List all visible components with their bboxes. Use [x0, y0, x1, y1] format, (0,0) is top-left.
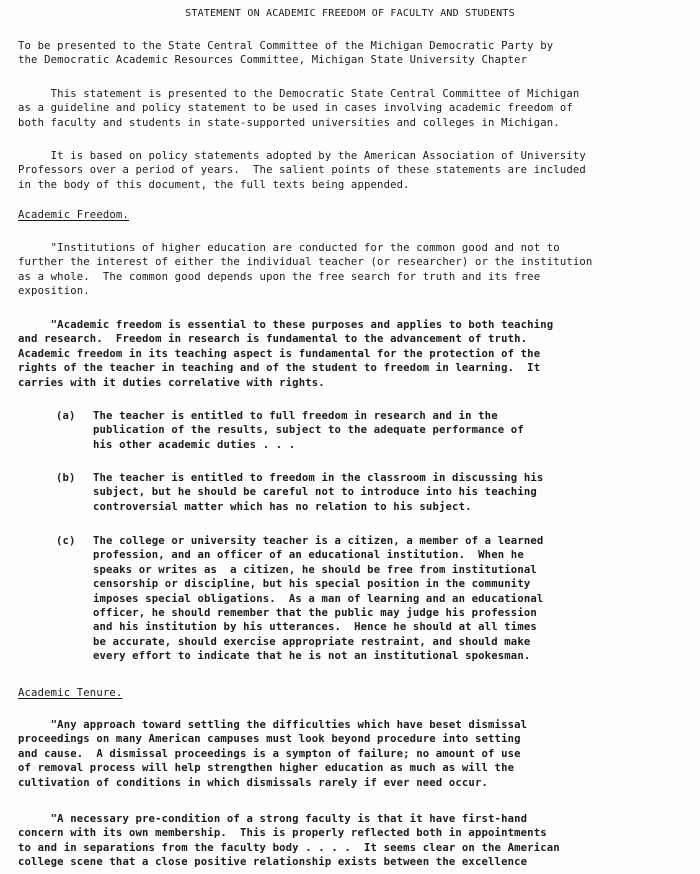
purpose-paragraph: This statement is presented to the Democratic State Central Committee of Michigan as a guideline and policy statement to be used in cases involving academic freedom of both faculty and students in state-supported universities and colleges in Michigan.	[18, 88, 580, 129]
tenure-quote-2: "A necessary pre-condition of a strong faculty is that it have first-hand concern with its own membership. This is properly reflected both in appointments to and in separations from the faculty body . . . . It seems clear on the American college scene that a close positive relationship exists between the excellence	[18, 813, 560, 869]
list-item-text: The college or university teacher is a citizen, a member of a learned profession, and an officer of an educational institution. When he speaks or writes as a citizen, he should be free from institutional censorship or discipline, but his special position in the community imposes special obligations. As a man of learning and an educational officer, he should remember that the public may judge his profession and his institution by his utterances. Hence he should at all times be accurate, should exercise appropriate restraint, and should make every effort to indicate that he is not an institutional spokesman.	[93, 535, 544, 663]
list-item-label: (c)	[56, 535, 76, 547]
list-item-label: (a)	[56, 410, 76, 422]
document-title: STATEMENT ON ACADEMIC FREEDOM OF FACULTY AND STUDENTS	[185, 8, 515, 19]
basis-paragraph: It is based on policy statements adopted by the American Association of University Professors over a period of years. The salient points of these statements are included in the body of this document, the full texts being appended.	[18, 150, 586, 191]
list-item-label: (b)	[56, 472, 76, 484]
freedom-quote-2: "Academic freedom is essential to these purposes and applies to both teaching and research. Freedom in research is fundamental to the advancement of truth. Academic freedom in its teaching aspect is fundamental for the protection of the rights of the teacher in teaching and of the student to freedom in learning. It carries with it duties correlative with rights.	[18, 319, 554, 389]
intro-paragraph: To be presented to the State Central Committee of the Michigan Democratic Party by the Democratic Academic Resources Committee, Michigan State University Chapter	[18, 40, 554, 67]
tenure-quote-1: "Any approach toward settling the difficulties which have beset dismissal proceedings on many American campuses must look beyond procedure into setting and cause. A dismissal proceedings is a sympton of failure; no amount of use of removal process will help strengthen higher education as much as will the cultivation of conditions in which dismissals rarely if ever need occur.	[18, 719, 528, 789]
academic-freedom-heading: Academic Freedom.	[18, 209, 129, 221]
freedom-quote-1: "Institutions of higher education are conducted for the common good and not to further the interest of either the individual teacher (or researcher) or the institution as a whole. The common good depends upon the free search for truth and its free exposition.	[18, 242, 593, 298]
list-item-text: The teacher is entitled to full freedom in research and in the publication of the results, subject to the adequate performance of his other academic duties . . .	[93, 410, 524, 451]
academic-tenure-heading: Academic Tenure.	[18, 687, 123, 699]
list-item-text: The teacher is entitled to freedom in the classroom in discussing his subject, but he should be careful not to introduce into his teaching controversial matter which has no relation to his subject.	[93, 472, 544, 513]
